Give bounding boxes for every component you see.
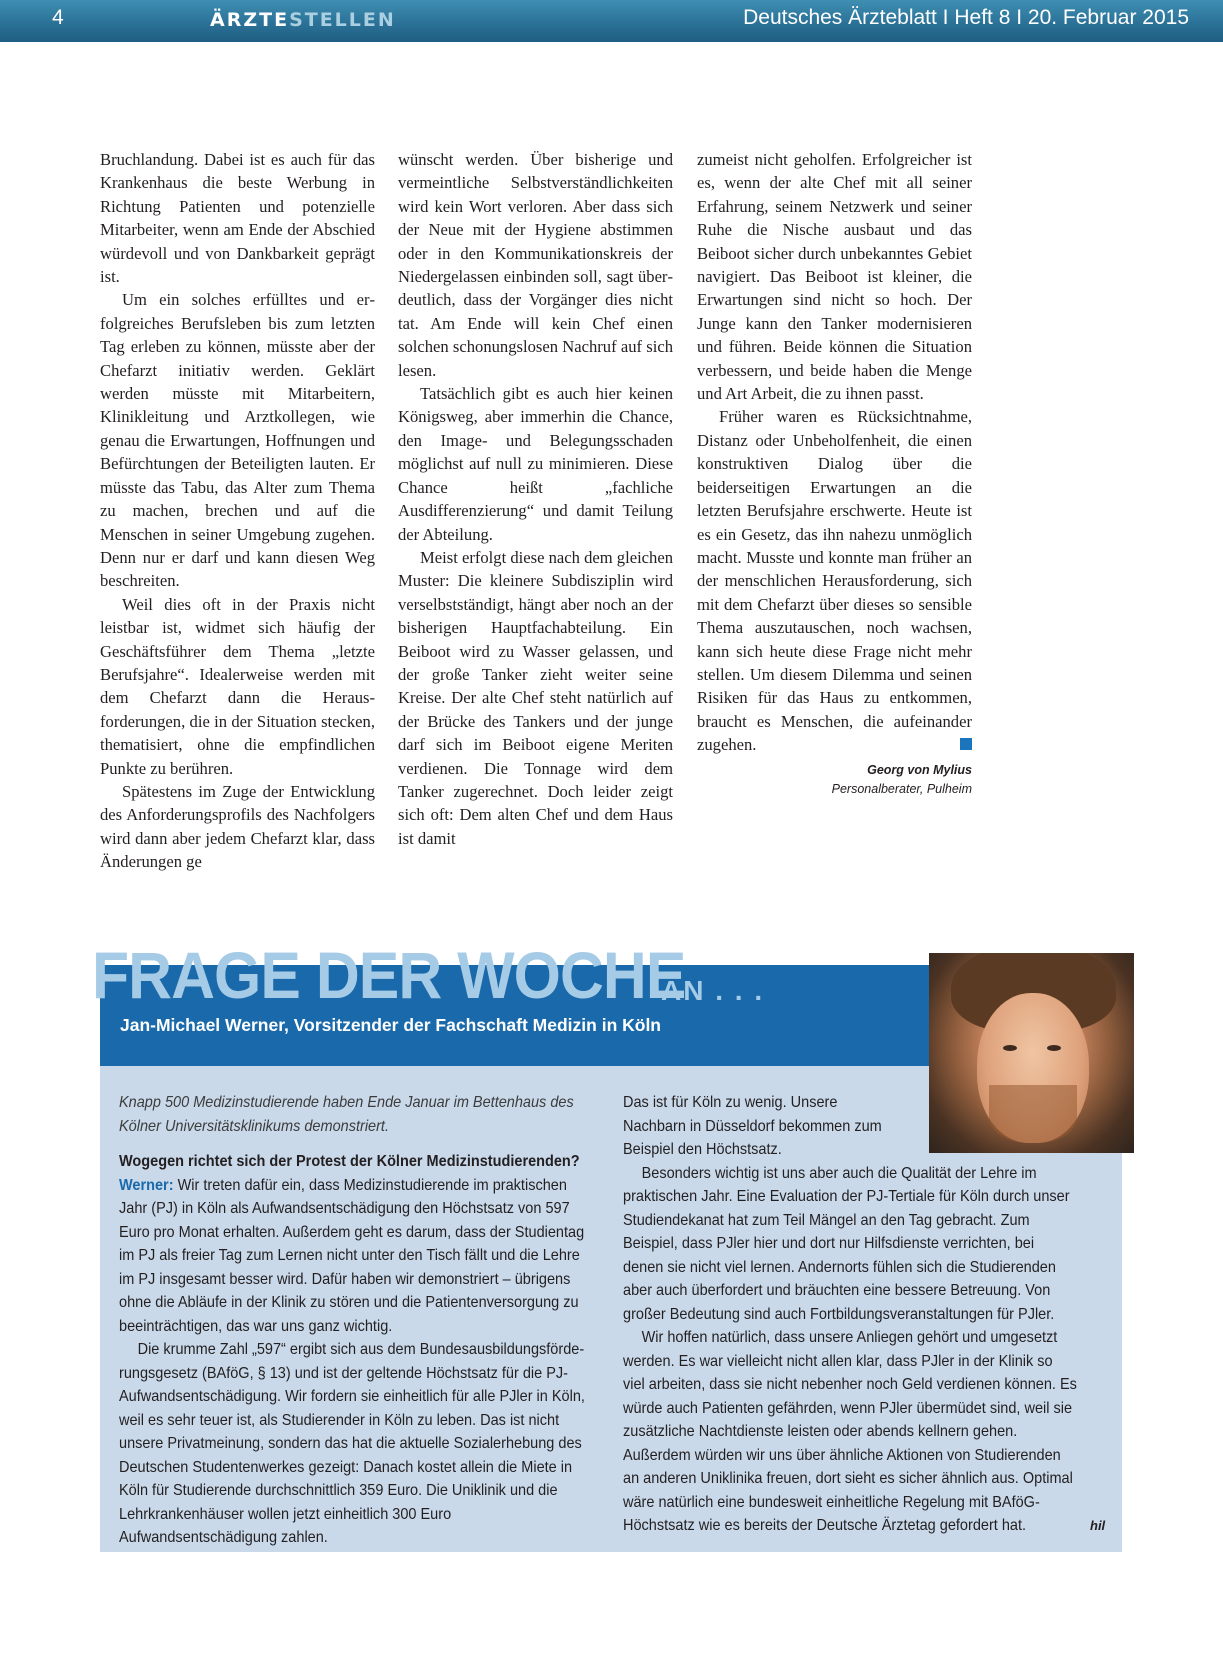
article-column-2 <box>398 148 673 850</box>
author-role: Personalberater, Pulheim <box>831 781 972 796</box>
interview-column-2 <box>623 1091 1078 1538</box>
signoff: hil <box>1090 1518 1106 1533</box>
frage-title-suffix: AN . . . <box>661 975 765 1006</box>
author-name: Georg von Mylius <box>867 762 972 777</box>
paragraph: zumeist nicht geholfen. Erfolgreicher ist es, wenn der alte Chef mit all seiner Erfahrung, seinem Netzwerk und seiner Ruhe die Nische ausbaut und das Beiboot sicher durch unbekanntes Gebiet navigiert. Das Beiboot ist kleiner, die Erwartungen sind nicht so hoch. Der Junge kann den Tanker modernisieren und führen. Beide können die Situation verbessern, und beide haben die Menge und Art Arbeit, die zu ihnen passt. <box>697 150 972 404</box>
brand-part-2: STELLEN <box>289 9 396 31</box>
answer-paragraph <box>119 1174 593 1339</box>
paragraph: Spätestens im Zuge der Entwicklung des Anforderungsprofils des Nachfolgers wird dann aber jedem Chefarzt klar, dass Änderungen ge <box>100 781 375 872</box>
article-column-1 <box>100 148 375 874</box>
issue-info: Deutsches Ärzteblatt I Heft 8 I 20. Februar 2015 <box>743 6 1189 29</box>
section-brand <box>210 9 396 31</box>
article-column-3 <box>697 148 972 799</box>
brand-part-1: ÄRZTE <box>210 9 290 31</box>
answer-text: Wir treten dafür ein, dass Medizinstudierende im praktischen Jahr (PJ) in Köln als Aufwandsentschädigung den Höchstsatz von 597 Euro pro Monat erhalten. Außerdem geht es darum, dass der Studientag im PJ als freier Tag zum Lernen nicht unter den Tisch fällt und die Lehre im PJ insgesamt besser wird. Dafür haben wir demonstriert – übrigens ohne die Abläufe in der Klinik zu stören und die Patientenversorgung zu beeinträchtigen, das war uns ganz wichtig. <box>119 1176 585 1335</box>
frage-subtitle: Jan-Michael Werner, Vorsitzender der Fachschaft Medizin in Köln <box>120 1015 661 1035</box>
answer-paragraph: Die krumme Zahl „597“ ergibt sich aus dem Bundesausbildungsförderungsgesetz (BAföG, § 13) und ist der geltende Höchstsatz für die PJ-Aufwandsentschädigung. Wir fordern sie einheitlich für alle PJler in Köln, weil es sehr teuer ist, als Studierender in Köln zu leben. Das ist nicht unsere Privatmeinung, sondern das hat die aktuelle Sozialerhebung des Deutschen Studentenwerkes gezeigt: Danach kostet allein die Miete in Köln für Studierende durchschnittlich 359 Euro. Die Uniklinik und die Lehrkrankenhäuser wollen jetzt einheitlich 300 Euro Aufwandsentschädigung zahlen. <box>119 1341 585 1546</box>
paragraph-text: Früher waren es Rücksichtnahme, Distanz oder Unbeholfenheit, die einen konstruktiven Dialog über die beiderseitigen Erwartungen an die letzten Berufsjahre erschwerte. Heute ist es ein Gesetz, das ihn nahezu unmöglich macht. Musste und konnte man früher an der menschlichen Herausforderung, sich mit dem Chefarzt über dieses so sensible Thema auszutauschen, noch wachsen, kann sich heute diese Frage nicht mehr stellen. Um diesem Dilemma und seinen Risiken für das Haus zu entkommen, braucht es Menschen, die aufeinander zugehen. <box>697 407 972 755</box>
paragraph: Weil dies oft in der Praxis nicht leistbar ist, widmet sich häufig der Geschäftsführer dem Thema „letzte Berufsjahre“. Idealerweise werden mit dem Chefarzt dann die Herausforderungen, die in der Situation stecken, thematisiert, ohne die empfindlichen Punkte zu berühren. <box>100 594 375 778</box>
paragraph: wünscht werden. Über bisherige und vermeintliche Selbstverständlichkeiten wird kein Wort verloren. Aber dass sich der Neue mit der Hygiene abstimmen oder in den Kommunikationskreis der Niedergelassen einbinden soll, sagt überdeutlich, dass der Vorgänger dies nicht tat. Am Ende will kein Chef einen solchen schonungslosen Nachruf auf sich lesen. <box>398 150 673 380</box>
frage-title: FRAGE DER WOCHE <box>92 938 686 1012</box>
answer-paragraph: Wir hoffen natürlich, dass unsere Anliegen gehört und umgesetzt werden. Es war vielleicht nicht allen klar, dass PJler in der Klinik so viel arbeiten, dass sie nicht nebenher noch Geld verdienen können. Es würde auch Patienten gefährden, wenn PJler übermüdet sind, weil sie zusätzliche Nachtdienste leisten oder abends kellnern gehen. Außerdem würden wir uns über ähnliche Aktionen von Studierenden an anderen Uniklinika freuen, dort sieht es sicher ähnlich aus. Optimal wäre natürlich eine bundesweit einheitliche Regelung mit BAföG-Höchstsatz wie es bereits der Deutsche Ärztetag gefordert hat. <box>623 1329 1077 1534</box>
interview-question: Wogegen richtet sich der Protest der Kölner Medizinstudierenden? <box>119 1153 580 1170</box>
photo-eye <box>1047 1045 1061 1051</box>
end-mark-icon <box>960 738 972 750</box>
paragraph: Bruchlandung. Dabei ist es auch für das Krankenhaus die beste Werbung in Richtung Patienten und potenzielle Mitarbeiter, wenn am Ende der Abschied würdevoll und von Dankbarkeit geprägt ist. <box>100 150 375 287</box>
paragraph <box>697 405 972 756</box>
paragraph: Um ein solches erfülltes und erfolgreiches Berufsleben bis zum letzten Tag erleben zu können, müsste aber der Chefarzt initiativ werden. Geklärt werden müsste mit Mitarbeitern, Klinikleitung und Arztkollegen, wie genau die Erwartungen, Hoffnungen und Befürchtungen der Beteiligten lauten. Er müsste das Tabu, das Alter zum Thema zu machen, brechen und auf die Menschen in seiner Umgebung zugehen. Denn nur er darf und kann diesen Weg beschreiten. <box>100 290 375 591</box>
speaker-label: Werner: <box>119 1176 174 1194</box>
answer-paragraph: Das ist für Köln zu wenig. Unsere Nachbarn in Düsseldorf bekommen zum Beispiel den Höchstsatz. <box>623 1094 882 1158</box>
interview-intro: Knapp 500 Medizinstudierende haben Ende Januar im Bettenhaus des Kölner Universitätsklinikums demonstriert. <box>119 1094 574 1135</box>
photo-eye <box>1003 1045 1017 1051</box>
page-number: 4 <box>52 6 64 29</box>
interview-column-1 <box>119 1091 593 1550</box>
paragraph: Tatsächlich gibt es auch hier keinen Königsweg, aber immerhin die Chance, den Image- und Belegungsschaden möglichst auf null zu minimieren. Diese Chance heißt „fachliche Ausdifferenzierung“ und damit Teilung der Abteilung. <box>398 384 673 544</box>
paragraph: Meist erfolgt diese nach dem gleichen Muster: Die kleinere Subdisziplin wird verselbstständigt, hängt aber noch an der bisherigen Hauptfachabteilung. Ein Beiboot wird zu Wasser gelassen, und der große Tanker zieht weiter seine Kreise. Der alte Chef steht natürlich auf der Brücke des Tankers und der junge darf sich im Beiboot eigene Meriten verdienen. Die Tonnage wird dem Tanker zugerechnet. Doch leider zeigt sich oft: Dem alten Chef und dem Haus ist damit <box>398 547 673 848</box>
page-header <box>0 0 1223 42</box>
answer-paragraph: Besonders wichtig ist uns aber auch die Qualität der Lehre im praktischen Jahr. Eine Evaluation der PJ-Tertiale für Köln durch unser Studiendekanat hat zum Teil Mängel an den Tag gebracht. Zum Beispiel, dass PJler hier und dort nur Hilfsdienste verrichten, bei denen sie nicht viel lernen. Andernorts fühlen sich die Studierenden aber auch überfordert und bräuchten eine bessere Betreuung. Von großer Bedeutung sind auch Fortbildungsveranstaltungen für PJler. <box>623 1164 1070 1323</box>
